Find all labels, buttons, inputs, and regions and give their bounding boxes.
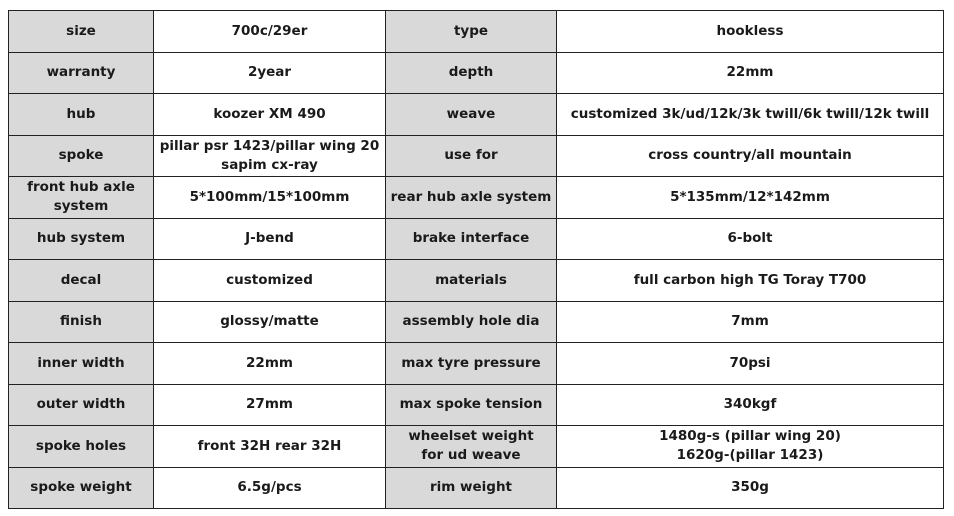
spec-value: cross country/all mountain (557, 135, 944, 177)
spec-label: front hub axle system (9, 177, 154, 219)
spec-label: hub system (9, 218, 154, 260)
spec-label: size (9, 11, 154, 53)
table-row (9, 135, 944, 177)
spec-label: wheelset weight for ud weave (386, 426, 557, 468)
spec-value: customized (154, 260, 386, 302)
spec-label: max tyre pressure (386, 343, 557, 385)
table-row (9, 52, 944, 94)
spec-value: 700c/29er (154, 11, 386, 53)
spec-label: materials (386, 260, 557, 302)
spec-value: 5*135mm/12*142mm (557, 177, 944, 219)
spec-value: 1480g-s (pillar wing 20) 1620g-(pillar 1423) (557, 426, 944, 468)
spec-value: full carbon high TG Toray T700 (557, 260, 944, 302)
spec-label: spoke weight (9, 467, 154, 509)
spec-value: customized 3k/ud/12k/3k twill/6k twill/12k twill (557, 94, 944, 136)
spec-value: 22mm (154, 343, 386, 385)
spec-value: 340kgf (557, 384, 944, 426)
table-row (9, 218, 944, 260)
spec-value: 6.5g/pcs (154, 467, 386, 509)
spec-label: warranty (9, 52, 154, 94)
table-row (9, 384, 944, 426)
spec-value: 350g (557, 467, 944, 509)
spec-label: assembly hole dia (386, 301, 557, 343)
spec-label: finish (9, 301, 154, 343)
spec-label: use for (386, 135, 557, 177)
spec-label: spoke (9, 135, 154, 177)
spec-value: koozer XM 490 (154, 94, 386, 136)
spec-label: rim weight (386, 467, 557, 509)
table-row (9, 11, 944, 53)
spec-value: 2year (154, 52, 386, 94)
table-row (9, 343, 944, 385)
spec-label: inner width (9, 343, 154, 385)
spec-table (8, 10, 944, 509)
table-row (9, 177, 944, 219)
spec-value: front 32H rear 32H (154, 426, 386, 468)
spec-label: decal (9, 260, 154, 302)
spec-label: type (386, 11, 557, 53)
spec-value: 7mm (557, 301, 944, 343)
spec-label: depth (386, 52, 557, 94)
spec-value: 5*100mm/15*100mm (154, 177, 386, 219)
table-row (9, 94, 944, 136)
spec-value: 70psi (557, 343, 944, 385)
spec-label: max spoke tension (386, 384, 557, 426)
spec-label: weave (386, 94, 557, 136)
table-row (9, 301, 944, 343)
spec-label: spoke holes (9, 426, 154, 468)
spec-value: J-bend (154, 218, 386, 260)
spec-label: rear hub axle system (386, 177, 557, 219)
spec-value: glossy/matte (154, 301, 386, 343)
table-row (9, 467, 944, 509)
spec-value: hookless (557, 11, 944, 53)
spec-value: 22mm (557, 52, 944, 94)
spec-value: 27mm (154, 384, 386, 426)
table-row (9, 426, 944, 468)
spec-label: hub (9, 94, 154, 136)
spec-label: outer width (9, 384, 154, 426)
spec-value: 6-bolt (557, 218, 944, 260)
spec-label: brake interface (386, 218, 557, 260)
table-row (9, 260, 944, 302)
spec-value: pillar psr 1423/pillar wing 20 sapim cx-ray (154, 135, 386, 177)
